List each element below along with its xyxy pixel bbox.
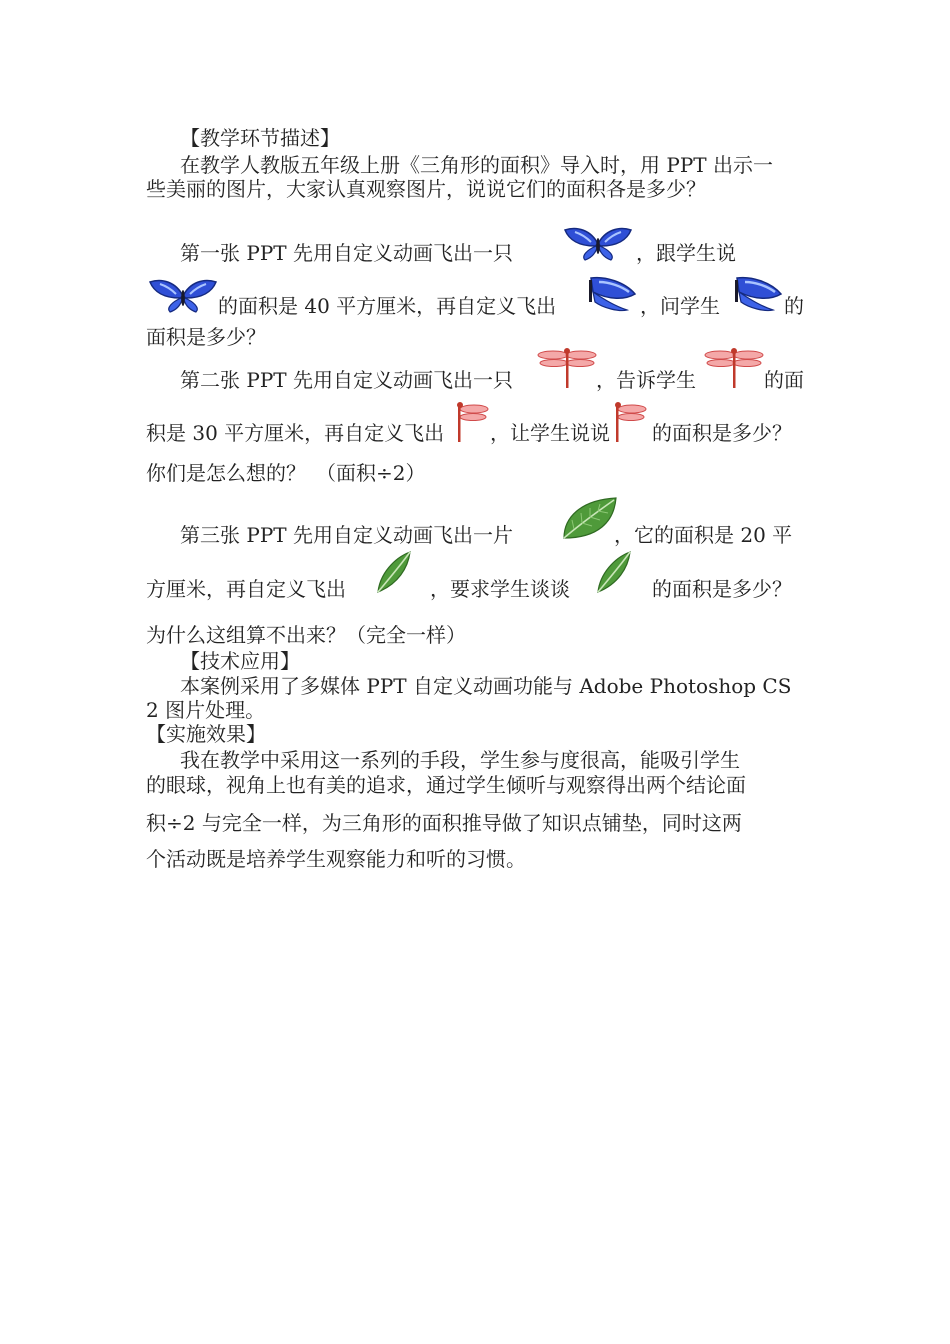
half-butterfly-icon bbox=[585, 274, 637, 314]
slide3-text-4: ，要求学生谈谈 bbox=[430, 577, 570, 601]
slide1-text-4: ，问学生 bbox=[640, 294, 720, 318]
slide2-text-4: 积是 30 平方厘米，再自定义飞出 bbox=[146, 421, 445, 445]
slide2-text-5: ，让学生说说 bbox=[490, 421, 610, 445]
dragonfly-icon bbox=[704, 346, 764, 390]
slide3-text-2: ，它的面积是 20 平 bbox=[614, 523, 793, 547]
half-dragonfly-icon bbox=[456, 400, 492, 444]
tech-line-1: 本案例采用了多媒体 PPT 自定义动画功能与 Adobe Photoshop CS bbox=[180, 674, 792, 698]
slide2-text-1: 第二张 PPT 先用自定义动画飞出一只 bbox=[180, 368, 513, 392]
effect-line-2: 的眼球，视角上也有美的追求，通过学生倾听与观察得出两个结论面 bbox=[146, 773, 746, 797]
effect-line-4: 个活动既是培养学生观察能力和听的习惯。 bbox=[146, 847, 526, 871]
effect-line-1: 我在教学中采用这一系列的手段，学生参与度很高，能吸引学生 bbox=[180, 748, 740, 772]
slide1-line-3: 面积是多少？ bbox=[146, 325, 266, 349]
intro-line-1: 在教学人教版五年级上册《三角形的面积》导入时，用 PPT 出示一 bbox=[180, 153, 773, 177]
butterfly-icon bbox=[563, 226, 633, 262]
slide1-text-1: 第一张 PPT 先用自定义动画飞出一只 bbox=[180, 241, 513, 265]
slide2-line-3: 你们是怎么想的？ （面积÷2） bbox=[146, 461, 426, 485]
slide1-text-3: 的面积是 40 平方厘米，再自定义飞出 bbox=[218, 294, 557, 318]
half-butterfly-icon bbox=[731, 274, 783, 314]
intro-line-2: 些美丽的图片，大家认真观察图片，说说它们的面积各是多少？ bbox=[146, 177, 706, 201]
effect-line-3: 积÷2 与完全一样，为三角形的面积推导做了知识点铺垫，同时这两 bbox=[146, 811, 742, 835]
slide1-text-5: 的 bbox=[784, 294, 804, 318]
slide3-text-5: 的面积是多少？ bbox=[652, 577, 792, 601]
leaf-icon bbox=[560, 496, 620, 542]
half-dragonfly-icon bbox=[614, 400, 650, 444]
slide1-text-2: ，跟学生说 bbox=[636, 241, 736, 265]
tech-line-2: 2 图片处理。 bbox=[146, 698, 266, 722]
half-leaf-icon bbox=[374, 550, 414, 596]
slide2-text-6: 的面积是多少？ bbox=[652, 421, 792, 445]
section-heading-effect: 【实施效果】 bbox=[146, 722, 266, 746]
slide3-text-1: 第三张 PPT 先用自定义动画飞出一片 bbox=[180, 523, 513, 547]
butterfly-icon bbox=[148, 278, 218, 314]
slide2-text-2: ，告诉学生 bbox=[596, 368, 696, 392]
half-leaf-icon bbox=[594, 550, 634, 596]
section-heading-teaching: 【教学环节描述】 bbox=[180, 126, 340, 150]
section-heading-tech: 【技术应用】 bbox=[180, 649, 300, 673]
dragonfly-icon bbox=[537, 346, 597, 390]
slide3-line-3: 为什么这组算不出来？（完全一样） bbox=[146, 623, 466, 647]
slide3-text-3: 方厘米，再自定义飞出 bbox=[146, 577, 346, 601]
slide2-text-3: 的面 bbox=[764, 368, 804, 392]
